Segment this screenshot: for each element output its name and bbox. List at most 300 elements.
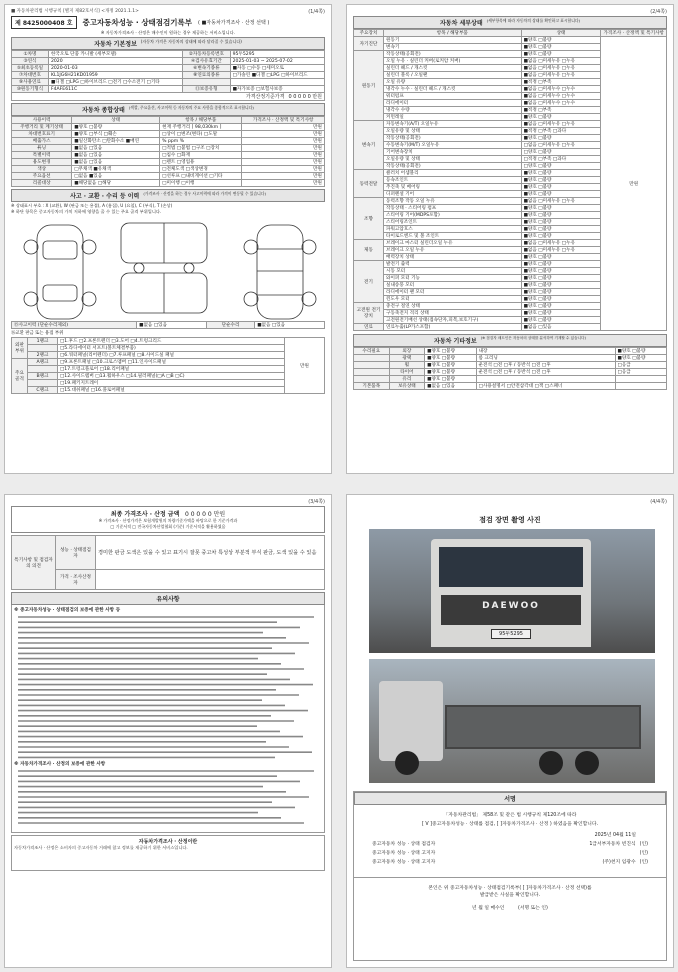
detail-group: 동력전달 [354, 170, 384, 198]
other-cell [354, 369, 390, 376]
accident-section-title: 사고 · 교환 · 수리 등 이력 [70, 193, 140, 200]
basic-row [12, 65, 325, 72]
accident-yn-label: ⑮사고이력 (단순수리제외) [12, 322, 137, 329]
car-side-views [121, 223, 207, 313]
overall-row [12, 159, 325, 166]
footer-title: 자동차가격조사 · 산정이란 [138, 839, 198, 845]
overall-row [12, 180, 325, 187]
rank-parts: □9.프론트패널 □10.크로스멤버 □11.인사이드패널 [57, 359, 284, 366]
truck-cab [431, 539, 591, 647]
overall-row [12, 124, 325, 131]
page-2 [346, 4, 674, 474]
other-cell: 운전석 □전 □후 / 동반석 □전 □후 [476, 362, 615, 369]
basic-label: ⑪보증유형 [183, 86, 230, 93]
basic-value: ■자동 □수동 □세미오토 [230, 65, 324, 72]
detail-price: 만원 [601, 37, 667, 331]
basic-value [230, 79, 324, 86]
detail-item: 추진축 및 베어링 [384, 184, 522, 191]
other-info-note: (※ 점검자 매도인은 자동차의 상태를 분석하여 기재할 수 있습니다) [480, 336, 586, 340]
detail-status: ■없음 □있음 [521, 324, 601, 331]
basic-label: ⑦차대번호 [12, 72, 49, 79]
remark-table [11, 535, 325, 590]
accident-section [11, 189, 325, 202]
truck-windshield [439, 547, 583, 587]
overall-detail: □미이행 □이행 [160, 180, 242, 187]
basic-value: 한국오토 단품 카니발 (세부모델) [48, 51, 182, 58]
sign-section [353, 791, 667, 961]
detail-status: ■없음 □미세누유 □누유 [521, 72, 601, 79]
other-cell: 휠 [389, 362, 425, 369]
basic-info-table [11, 50, 325, 93]
overall-item: 용도변경 [12, 159, 72, 166]
receipt-text: 본인은 위 중고자동차성능 · 상태점검기록부( [ ]자동차가격조사 · 산정 선택)를 [428, 886, 592, 891]
detail-item: 변속기 [384, 44, 522, 51]
other-cell: 기본품목 [354, 383, 390, 390]
overall-detail: □선루프 □내비게이션 □기타 [160, 173, 242, 180]
detail-item: 워터펌프 [384, 93, 522, 100]
other-cell [354, 355, 390, 362]
basic-label: ⑩원동기형식 [12, 86, 49, 93]
overall-price: 만원 [242, 131, 325, 138]
detail-item: 작동상태(공회전) [384, 135, 522, 142]
rank-label: A랭크 [28, 359, 58, 366]
detail-item: 배력장치 상태 [384, 254, 522, 261]
detail-item: 냉각수 수량 [384, 107, 522, 114]
footer-box [11, 835, 325, 871]
page-1-header-note: ■ 자동차관리법 시행규칙 [별지 제82호서식] <개정 2021.1.1> [11, 9, 139, 14]
overall-note: (색깔, 주요옵션, 사고이력 등 자동차의 주요 사항을 종합적으로 표시합니다) [128, 105, 254, 110]
notes-box [11, 605, 325, 833]
overall-item: 튜닝 [12, 145, 72, 152]
detail-item: 파워고압호스 [384, 226, 522, 233]
detail-item: 구동축전지 격리 상태 [384, 310, 522, 317]
sign-title: 서명 [354, 792, 666, 805]
detail-status: ■양호 □불량 [521, 233, 601, 240]
receipt-date: 년 월 일 매수인 [472, 906, 505, 911]
other-cell: ■양호 □불량 [425, 362, 476, 369]
rank-label: C랭크 [28, 387, 58, 394]
car-frame-view [244, 225, 316, 319]
detail-item: 클러치 어셈블리 [384, 170, 522, 177]
overall-row [12, 131, 325, 138]
accident-yn-table [11, 321, 325, 329]
inspection-photo-side [369, 659, 655, 783]
other-cell: ■양호 □불량 [425, 355, 476, 362]
basic-value: F4AFE611C [48, 86, 182, 93]
rank-parts: □5.라디에이터 서포트(볼트체결부품) [57, 345, 284, 352]
detail-status: ■양호 □불량 [521, 184, 601, 191]
overall-status: ■해당없음 □해당 [72, 180, 160, 187]
rank-parts: □17.트렁크플로어 □18.리어패널 [57, 366, 284, 373]
rank-label [28, 345, 58, 352]
other-info-title: 자동차 기타정보 [434, 338, 477, 345]
overall-item: 특별이력 [12, 152, 72, 159]
overall-detail: □상이 □변조(변타) □도말 [160, 131, 242, 138]
other-cell: ■없음 □있음 [425, 383, 476, 390]
rank-parts: □15.대쉬패널 □16.플로어패널 [57, 387, 284, 394]
remark-label: 특기사항 및 점검자의 의견 [12, 536, 56, 590]
detail-status: ■없음 □미세누수 □누수 [521, 93, 601, 100]
other-row [354, 348, 667, 355]
detail-status: ■양호 □불량 [521, 226, 601, 233]
overall-row [12, 138, 325, 145]
detail-status: ■적정 □부족 [521, 107, 601, 114]
detail-item: 충전구 절연 상태 [384, 303, 522, 310]
detail-item: 고전원전기배선 상태(접속단자,피복,보호기구) [384, 317, 522, 324]
basic-value: 2020 [48, 58, 182, 65]
detail-item: 발전기 출력 [384, 261, 522, 268]
detail-status: ■양호 □불량 [521, 51, 601, 58]
detail-item: 동력조향 작동 오일 누유 [384, 198, 522, 205]
rank-label [28, 366, 58, 373]
detail-item: 스티어링조인트 [384, 219, 522, 226]
notes-text-lines-2 [14, 767, 320, 827]
other-cell: 광택 [389, 355, 425, 362]
simple-repair-label: 단순수리 [206, 322, 254, 329]
truck-wheel-1 [395, 751, 419, 775]
accident-note: (가격조사 · 산정을 하는 경우 사고이력에 따라 가격이 변동될 수 있습니다) [143, 191, 266, 196]
detail-item: 실린더 블록 / 오일팬 [384, 72, 522, 79]
other-cell [615, 383, 666, 390]
overall-status: ■일산화탄소 □탄화수소 ■매연 [72, 138, 160, 145]
truck-side-bed [445, 705, 641, 749]
detail-item: 시동 모터 [384, 268, 522, 275]
other-cell: □사용설명서 □안전삼각대 □잭 □스패너 [476, 383, 615, 390]
overall-detail: □침수 □화재 [160, 152, 242, 159]
signer-role: 중고자동차 성능 · 상태 고지자 [372, 860, 436, 865]
sign-date: 2025년 04월 11일 [594, 833, 636, 838]
basic-label: ⑤최초등록일 [12, 65, 49, 72]
truck-side-cab [379, 681, 443, 761]
rank-label [28, 380, 58, 387]
form-number: 제 8425000408 호 [11, 16, 77, 29]
rank-row [12, 373, 325, 380]
detail-table [353, 29, 667, 331]
overall-table [11, 116, 325, 187]
detail-col-header: 항목 / 해당부품 [384, 30, 522, 37]
truck-wheel-3 [575, 751, 599, 775]
rank-label: 2랭크 [28, 352, 58, 359]
overall-status: ■없음 □있음 [72, 145, 160, 152]
car-diagram [11, 217, 327, 321]
basic-row [12, 86, 325, 93]
detail-group: 조향 [354, 198, 384, 240]
overall-price: 만원 [242, 152, 325, 159]
detail-status: ■양호 □불량 [521, 44, 601, 51]
detail-status: ■양호 □불량 [521, 177, 601, 184]
detail-item: 원동기 [384, 37, 522, 44]
basic-label: ④검사유효기간 [183, 58, 230, 65]
basic-value: 2025-01-03 ~ 2025-07-02 [230, 58, 324, 65]
detail-status: ■양호 □불량 [521, 135, 601, 142]
overall-price: 만원 [242, 180, 325, 187]
detail-status: ■없음 □미세누수 □누수 [521, 86, 601, 93]
rank-parts: □1.후드 □2.프론트펜더 □3.도어 □4.트렁크리드 [57, 338, 284, 345]
outer-panel-label: 외판 부위 [12, 338, 28, 359]
detail-item: 연료누출(LP가스포함) [384, 324, 522, 331]
photo-title: 점검 장면 촬영 사진 [479, 516, 541, 524]
detail-status: ■양호 □불량 [521, 261, 601, 268]
detail-group: 제동 [354, 240, 384, 261]
other-cell: ■양호 □불량 [425, 348, 476, 355]
basic-label: ⑧연료의종류 [183, 72, 230, 79]
detail-item: 오일유량 및 상태 [384, 156, 522, 163]
detail-item: 자동변속기(A/T) 오일누유 [384, 121, 522, 128]
detail-item: 등속조인트 [384, 177, 522, 184]
basic-label [183, 79, 230, 86]
rank-row [12, 352, 325, 359]
signer-mark: (인) [639, 851, 648, 856]
detail-group: 연료 [354, 324, 384, 331]
overall-detail: □렌트 □영업용 [160, 159, 242, 166]
final-price-note: ※ 가격조사 · 산정가격은 보험개발원의 차량기준가액을 바탕으로 한 기준가격과 [98, 518, 238, 523]
detail-item: 기어변속장치 [384, 149, 522, 156]
detail-section [353, 16, 667, 29]
overall-col-header: 사용이력 [12, 117, 72, 124]
other-cell [476, 376, 615, 383]
overall-item: 차대번호표기 [12, 131, 72, 138]
detail-status: ■없음 □미세누수 □누수 [521, 100, 601, 107]
detail-item: 오일 누유 · 실린더 커버(로커암 커버) [384, 58, 522, 65]
overall-price: 만원 [242, 166, 325, 173]
basic-value: 2020-01-03 [48, 65, 182, 72]
basic-info-note: (자동차 가격은 자동차의 상태에 따라 달라질 수 있습니다) [140, 39, 242, 44]
overall-row [12, 166, 325, 173]
rank-row [12, 366, 325, 373]
final-price-value: 0 0 0 0 0 만원 [184, 511, 226, 518]
detail-status: ■없음 □미세누유 □누유 [521, 58, 601, 65]
basic-value: ■디젤 □LPG □하이브리드 □전기 □수소전기 □기타 [48, 79, 182, 86]
overall-row [12, 145, 325, 152]
overall-price: 만원 [242, 145, 325, 152]
rank-row [12, 387, 325, 394]
detail-status: ■없음 □미세누유 □누유 [521, 240, 601, 247]
detail-item: 오일유량 및 상태 [384, 128, 522, 135]
signer-mark: (인) [639, 842, 648, 847]
signer-name: (주)천지 임광수 [602, 860, 636, 865]
basic-row [12, 72, 325, 79]
notes-title-2: ※ 자동차가격조사 · 산정의 보증에 관한 사항 [14, 762, 106, 767]
detail-item: 오일 유량 [384, 79, 522, 86]
overall-detail: 현재 주행거리 [ 98,030km ] [160, 124, 242, 131]
rank-parts: □12.사이드멤버 □13.휠하우스 □14.필러패널(□A □B □C) [57, 373, 284, 380]
overall-item: 주행거리 및 계기상태 [12, 124, 72, 131]
detail-item: 윈도우 모터 [384, 296, 522, 303]
other-row [354, 362, 667, 369]
detail-item: 브레이크 마스터 실린더오일 누유 [384, 240, 522, 247]
other-cell: 내장 [476, 348, 615, 355]
detail-status: ■양호 □불량 [521, 219, 601, 226]
title-suffix: ( ■자동차가격조사 · 산정 선택 ) [198, 20, 270, 26]
detail-item: 디퍼렌셜 기어 [384, 191, 522, 198]
remark-sub-inspector: 성능 · 상태점검자 [56, 536, 96, 570]
detail-item: 작동상태(공회전) [384, 163, 522, 170]
page-1-number: (1/4쪽) [308, 9, 325, 15]
subtitle: ※ 자동차가격조사 · 산정은 매수인이 원하는 경우 제공하는 서비스입니다. [100, 30, 236, 35]
page-2-number: (2/4쪽) [650, 9, 667, 15]
footer-text: 자동차가격조사 · 산정은 소비자의 중고자동차 거래에 참고 정보를 제공하기 위한 서비스입니다. [14, 845, 188, 850]
law-text-2: [ V ]중고자동차성능 · 상태를 점검, [ ]자동차가격조사 · 산정 ) 하였음을 확인합니다. [421, 822, 599, 827]
detail-item: 브레이크 오일 누유 [384, 247, 522, 254]
other-cell: ■양호 □불량 [425, 376, 476, 383]
other-cell [354, 362, 390, 369]
detail-status: ■양호 □불량 [521, 191, 601, 198]
price-basis-label: 가격산정기준가격 [245, 94, 285, 100]
detail-status: □적정 □부족 □과다 [521, 156, 601, 163]
detail-row [354, 37, 667, 44]
overall-section-title: 자동차 종합상태 [82, 107, 125, 114]
truck-plate: 95두5295 [491, 629, 531, 639]
detail-status: □양호 □불량 [521, 163, 601, 170]
detail-status: ■양호 □불량 [521, 37, 601, 44]
detail-status: ■없음 □미세누유 □누유 [521, 198, 601, 205]
remark-text: 경미한 판금 도색은 있을 수 있고 표기시 잘못 중고차 특성상 부분적 부식 판금, 도색 있을 수 있음 [96, 536, 325, 570]
detail-status: ■양호 □불량 [521, 282, 601, 289]
other-cell: 외장 [389, 348, 425, 355]
signer-row [372, 840, 648, 847]
detail-item: 작동상태 · 스티어링 펌프 [384, 205, 522, 212]
basic-info-section [11, 37, 325, 50]
other-cell: □응급 [615, 369, 666, 376]
law-text-1: 「자동차관리법」 제58조 및 같은 법 시행규칙 제120조에 따라 [443, 813, 577, 818]
rank-price: 만원 [285, 338, 325, 394]
other-cell: 유리 [389, 376, 425, 383]
page-4 [346, 494, 674, 968]
detail-item: 냉각수 누수 · 실린더 헤드 / 개스킷 [384, 86, 522, 93]
detail-status: ■적정 □부족 □과다 [521, 128, 601, 135]
detail-col-header: 상태 [521, 30, 601, 37]
overall-detail: □전체도색 □색상변경 [160, 166, 242, 173]
detail-status: ■양호 □불량 [521, 275, 601, 282]
basic-label: ⑨사용연료 [12, 79, 49, 86]
other-row [354, 376, 667, 383]
detail-status: ■적정 □부족 [521, 79, 601, 86]
detail-status: □양호 □불량 [521, 149, 601, 156]
detail-status: ■양호 □불량 [521, 317, 601, 324]
detail-item: 타이로드엔드 및 볼 조인트 [384, 233, 522, 240]
page-3 [4, 494, 332, 968]
detail-section-title: 자동차 세부상태 [439, 20, 483, 27]
detail-group: 원동기 [354, 51, 384, 121]
other-cell: ■양호 □불량 [425, 369, 476, 376]
simple-repair-value: ■없음 □있음 [255, 322, 325, 329]
detail-status: ■없음 □미세누유 □누유 [521, 121, 601, 128]
overall-detail: □적법 □불법 □구조 □장치 [160, 145, 242, 152]
basic-value: 95두5295 [230, 51, 324, 58]
page-1 [4, 4, 332, 474]
basic-label: ③연식 [12, 58, 49, 65]
other-info-table [353, 347, 667, 390]
detail-status: ■양호 □불량 [521, 205, 601, 212]
overall-status: ■없음 □있음 [72, 159, 160, 166]
inspection-photo-front [369, 529, 655, 653]
detail-item: 라디에이터 팬 모터 [384, 289, 522, 296]
detail-status: ■없음 □미세누유 □누유 [521, 65, 601, 72]
signer-mark: (인) [639, 860, 648, 865]
overall-item: 배출가스 [12, 138, 72, 145]
overall-item: 리콜대상 [12, 180, 72, 187]
other-cell: 운전석 □전 □후 / 동반석 □전 □후 [476, 369, 615, 376]
overall-status: □없음 ■있음 [72, 173, 160, 180]
page-3-number: (3/4쪽) [308, 499, 325, 505]
overall-col-header: 항목 / 해당부품 [160, 117, 242, 124]
exchange-label: ⑯교환 판금 또는 용접 부위 [11, 331, 64, 336]
rank-table [11, 337, 325, 394]
overall-status: □무채색 ■유채색 [72, 166, 160, 173]
final-price-label: 최종 가격조사 · 산정 금액 [110, 511, 180, 518]
signer-row [372, 849, 648, 856]
overall-item: 주요옵션 [12, 173, 72, 180]
accident-yn-value: ■없음 □있음 [137, 322, 207, 329]
other-cell: ■양호 □불량 [615, 355, 666, 362]
detail-status: ■양호 □불량 [521, 296, 601, 303]
basic-label: ⑥변속기종류 [183, 65, 230, 72]
signer-role: 중고자동차 성능 · 상태 고지자 [372, 851, 436, 856]
basic-value: ■자가보증 □보험사보증 [230, 86, 324, 93]
detail-item: 스티어링 기어(MDPS포함) [384, 212, 522, 219]
other-cell: 타이어 [389, 369, 425, 376]
detail-group: 전기 [354, 261, 384, 303]
legend: ※ 상태표시 부호 : X (교환), W (판금 또는 용접), A (흠집), U (요철), C (부식), T (손상) [11, 203, 173, 208]
other-cell [354, 376, 390, 383]
car-top-view [24, 225, 96, 319]
truck-brand: DAEWOO [482, 601, 540, 611]
overall-price: 만원 [242, 173, 325, 180]
basic-row [12, 79, 325, 86]
other-cell [615, 376, 666, 383]
detail-status: □없음 □미세누유 □누유 [521, 142, 601, 149]
detail-status: ■양호 □불량 [521, 303, 601, 310]
other-info-section [353, 334, 667, 347]
rank-row [12, 359, 325, 366]
detail-item: 실내송풍 모터 [384, 282, 522, 289]
other-cell: 룸 크리닝 [476, 355, 615, 362]
detail-group: 자기진단 [354, 37, 384, 51]
detail-item: 작동상태(공회전) [384, 51, 522, 58]
basic-info-section-title: 자동차 기본정보 [94, 41, 137, 48]
other-cell: 수리필요 [354, 348, 390, 355]
basic-label: ①차명 [12, 51, 49, 58]
overall-row [12, 173, 325, 180]
rank-row [12, 380, 325, 387]
other-row [354, 355, 667, 362]
truck-wheel-2 [539, 751, 563, 775]
detail-status: ■없음 □미세누유 □누유 [521, 247, 601, 254]
overall-col-header: 상태 [72, 117, 160, 124]
basic-label: ②자동차등록번호 [183, 51, 230, 58]
main-frame-label: 주요 골격 [12, 359, 28, 394]
overall-status: ■없음 □있음 [72, 152, 160, 159]
page-title: 중고자동차성능 · 상태점검기록부 [82, 18, 193, 27]
overall-status: ■양호 □부식 □훼손 [72, 131, 160, 138]
detail-group: 변속기 [354, 121, 384, 170]
signer-row [372, 858, 648, 865]
detail-item: 와이퍼 모터 기능 [384, 275, 522, 282]
legend-2: ※ 하단 항목은 중고자동차의 가치 저하에 영향을 줄 수 있는 주요 골격 부위입니다. [11, 209, 162, 214]
price-basis-value: 0 0 0 0 0 만원 [288, 94, 322, 100]
basic-row [12, 51, 325, 58]
detail-section-note: (세부항목에 따라 자동차의 상태를 확인하고 표시합니다) [486, 18, 581, 23]
detail-col-header: 주요장치 [354, 30, 384, 37]
detail-item: 수동변속기(M/T) 오일누유 [384, 142, 522, 149]
remark-appraiser-value [96, 570, 325, 590]
receipt-text-2: 발급받은 사실을 확인합니다. [479, 893, 541, 898]
remark-sub-appraiser: 가격 · 조사산정자 [56, 570, 96, 590]
detail-item: 실린더 헤드 / 개스킷 [384, 65, 522, 72]
detail-status: ■양호 □불량 [521, 310, 601, 317]
final-price-options: □ 기준서적 □ 전국자동차산업협회 (기준) 기준서적을 활용하였음 [110, 524, 226, 529]
receipt-sign: (서명 또는 인) [517, 906, 548, 911]
